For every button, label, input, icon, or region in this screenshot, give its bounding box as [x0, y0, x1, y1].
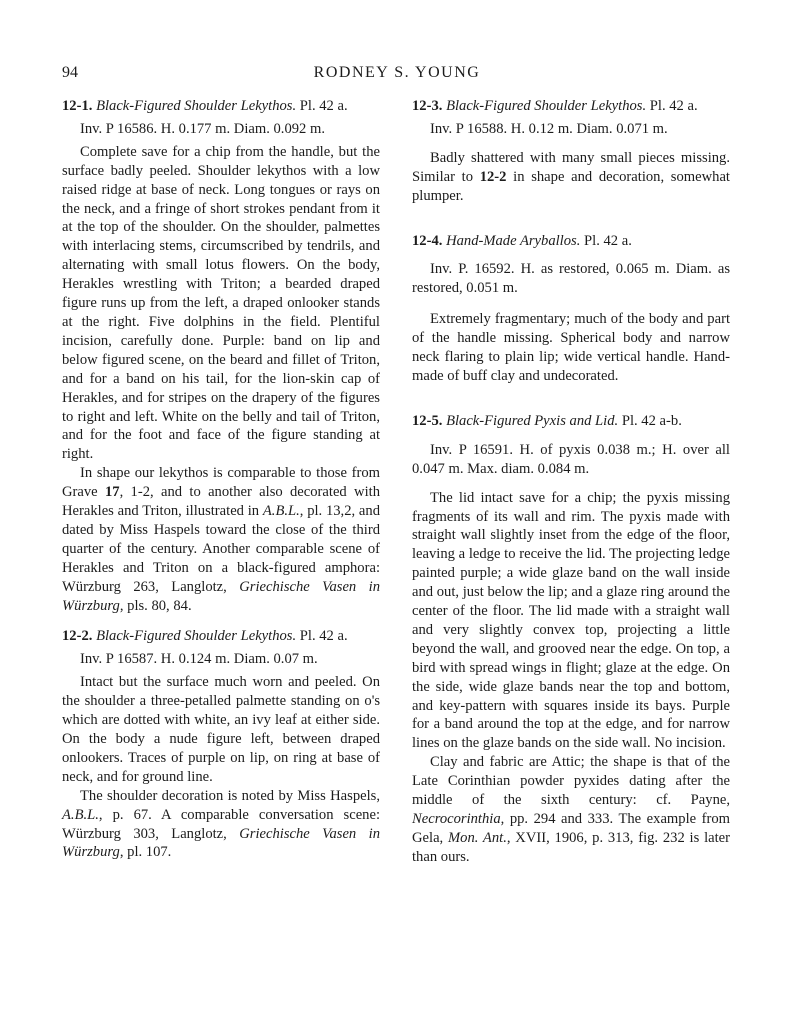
right-column: [412, 97, 730, 867]
plate-reference: Pl. 42 a-b.: [621, 412, 682, 429]
entry-number: 12-1.: [62, 98, 93, 114]
catalog-entry: [62, 97, 380, 615]
entry-heading: [62, 627, 380, 646]
plate-reference: Pl. 42 a.: [299, 98, 348, 114]
catalog-entry: [412, 232, 730, 386]
plate-reference: Pl. 42 a.: [299, 628, 348, 645]
running-head: RODNEY S. YOUNG: [313, 64, 481, 81]
description-paragraph: The lid intact save for a chip; the pyxis missing fragments of its wall and rim. The pyxis made with straight wall slightly inset from the edge of the floor, leaving a ledge to receive the lid. The projecting ledge painted purple; a wide glaze band on the wall inside and out, just below the lip; and a glaze ring around the center of the floor. The lid made with a straight wall and very slightly convex top, projecting a little beyond the wall, and grooved near the edge. On top, a bird with spread wings in flight; glaze at the edge. On the side, wide glaze bands near the top and bottom, and key-pattern with squares inside its bays. Purple for a band around the top at the edge, and for narrow lines on the glaze bands on the side wall. No incision.: [412, 489, 730, 752]
entry-heading: [62, 97, 380, 116]
entry-title: Black-Figured Shoulder Lekythos.: [96, 628, 297, 645]
left-column: [62, 97, 380, 862]
plate-reference: Pl. 42 a.: [649, 98, 698, 114]
description-paragraph: Complete save for a chip from the handle, but the surface badly peeled. Shoulder lekythos with a low raised ridge at base of neck. Long tongues or rays on the neck, and a fringe of short strokes pendant from it at the top of the shoulder. On the shoulder, palmettes with interlacing stems, circumscribed by tendrils, and alternating with small lotus flowers. On the body, Herakles wrestling with Triton; a bearded draped figure runs up from the left, a draped onlooker stands at the right. Five dolphins in the field. Plentiful incision, carefully done. Purple: band on lip and below figured scene, on the beard and fillet of Triton, and for a band on his tail, for the lion-skin cap of Herakles, and for stripes on the drapery of the figures to right and left. White on the belly and tail of Triton, and for the foot and face of the figure standing at right.: [62, 143, 380, 463]
catalog-entry: [412, 412, 730, 867]
entry-number: 12-2.: [62, 628, 93, 645]
description-paragraph: Intact but the surface much worn and peeled. On the shoulder a three-petalled palmette standing on o's which are dotted with white, an ivy leaf at either side. On the body a nude figure left, between draped onlookers. Traces of purple on lip, on ring at base of neck, and for ground line.: [62, 674, 380, 785]
comparison-paragraph: In shape our lekythos is comparable to those from Grave 17, 1-2, and to another also decorated with Herakles and Triton, illustrated in A.B.L., pl. 13,2, and dated by Miss Haspels toward the close of the third quarter of the century. Another comparable scene of Herakles and Triton on a black-figured amphora: Würzburg 263, Langlotz, Griechische Vasen in Würzburg, pls. 80, 84.: [62, 465, 380, 614]
inventory-line: Inv. P 16586. H. 0.177 m. Diam. 0.092 m.: [80, 120, 325, 137]
entry-number: 12-3.: [412, 98, 443, 114]
inventory-line: Inv. P 16588. H. 0.12 m. Diam. 0.071 m.: [430, 120, 668, 137]
entry-number: 12-5.: [412, 412, 443, 429]
entry-heading: [412, 97, 730, 116]
entry-number: 12-4.: [412, 232, 443, 249]
catalog-entry: [62, 627, 380, 862]
plate-reference: Pl. 42 a.: [584, 232, 632, 249]
inventory-line: Inv. P 16591. H. of pyxis 0.038 m.; H. over all 0.047 m. Max. diam. 0.084 m.: [412, 441, 730, 477]
comparison-paragraph: The shoulder decoration is noted by Miss Haspels, A.B.L., p. 67. A comparable conversation scene: Würzburg 303, Langlotz, Griechische Vasen in Würzburg, pl. 107.: [62, 787, 380, 861]
entry-title: Black-Figured Shoulder Lekythos.: [446, 98, 647, 114]
description-paragraph: Badly shattered with many small pieces missing. Similar to 12-2 in shape and decoration, somewhat plumper.: [412, 149, 730, 204]
entry-heading: [412, 412, 730, 431]
entry-heading: [412, 232, 730, 251]
page-header: [62, 64, 732, 86]
comparison-paragraph: Clay and fabric are Attic; the shape is that of the Late Corinthian powder pyxides dating after the middle of the sixth century: cf. Payne, Necrocorinthia, pp. 294 and 333. The example from Gela, Mon. Ant., XVII, 1906, p. 313, fig. 232 is later than ours.: [412, 754, 730, 865]
description-paragraph: Extremely fragmentary; much of the body and part of the handle missing. Spherical body and narrow neck flaring to plain lip; wide vertical handle. Hand-made of buff clay and undecorated.: [412, 311, 730, 384]
page-number: 94: [62, 64, 78, 81]
entry-title: Hand-Made Aryballos.: [446, 232, 581, 249]
catalog-entry: [412, 97, 730, 206]
entry-title: Black-Figured Pyxis and Lid.: [446, 412, 619, 429]
inventory-line: Inv. P 16587. H. 0.124 m. Diam. 0.07 m.: [80, 651, 318, 668]
inventory-line: Inv. P. 16592. H. as restored, 0.065 m. Diam. as restored, 0.051 m.: [412, 261, 730, 297]
entry-title: Black-Figured Shoulder Lekythos.: [96, 98, 297, 114]
